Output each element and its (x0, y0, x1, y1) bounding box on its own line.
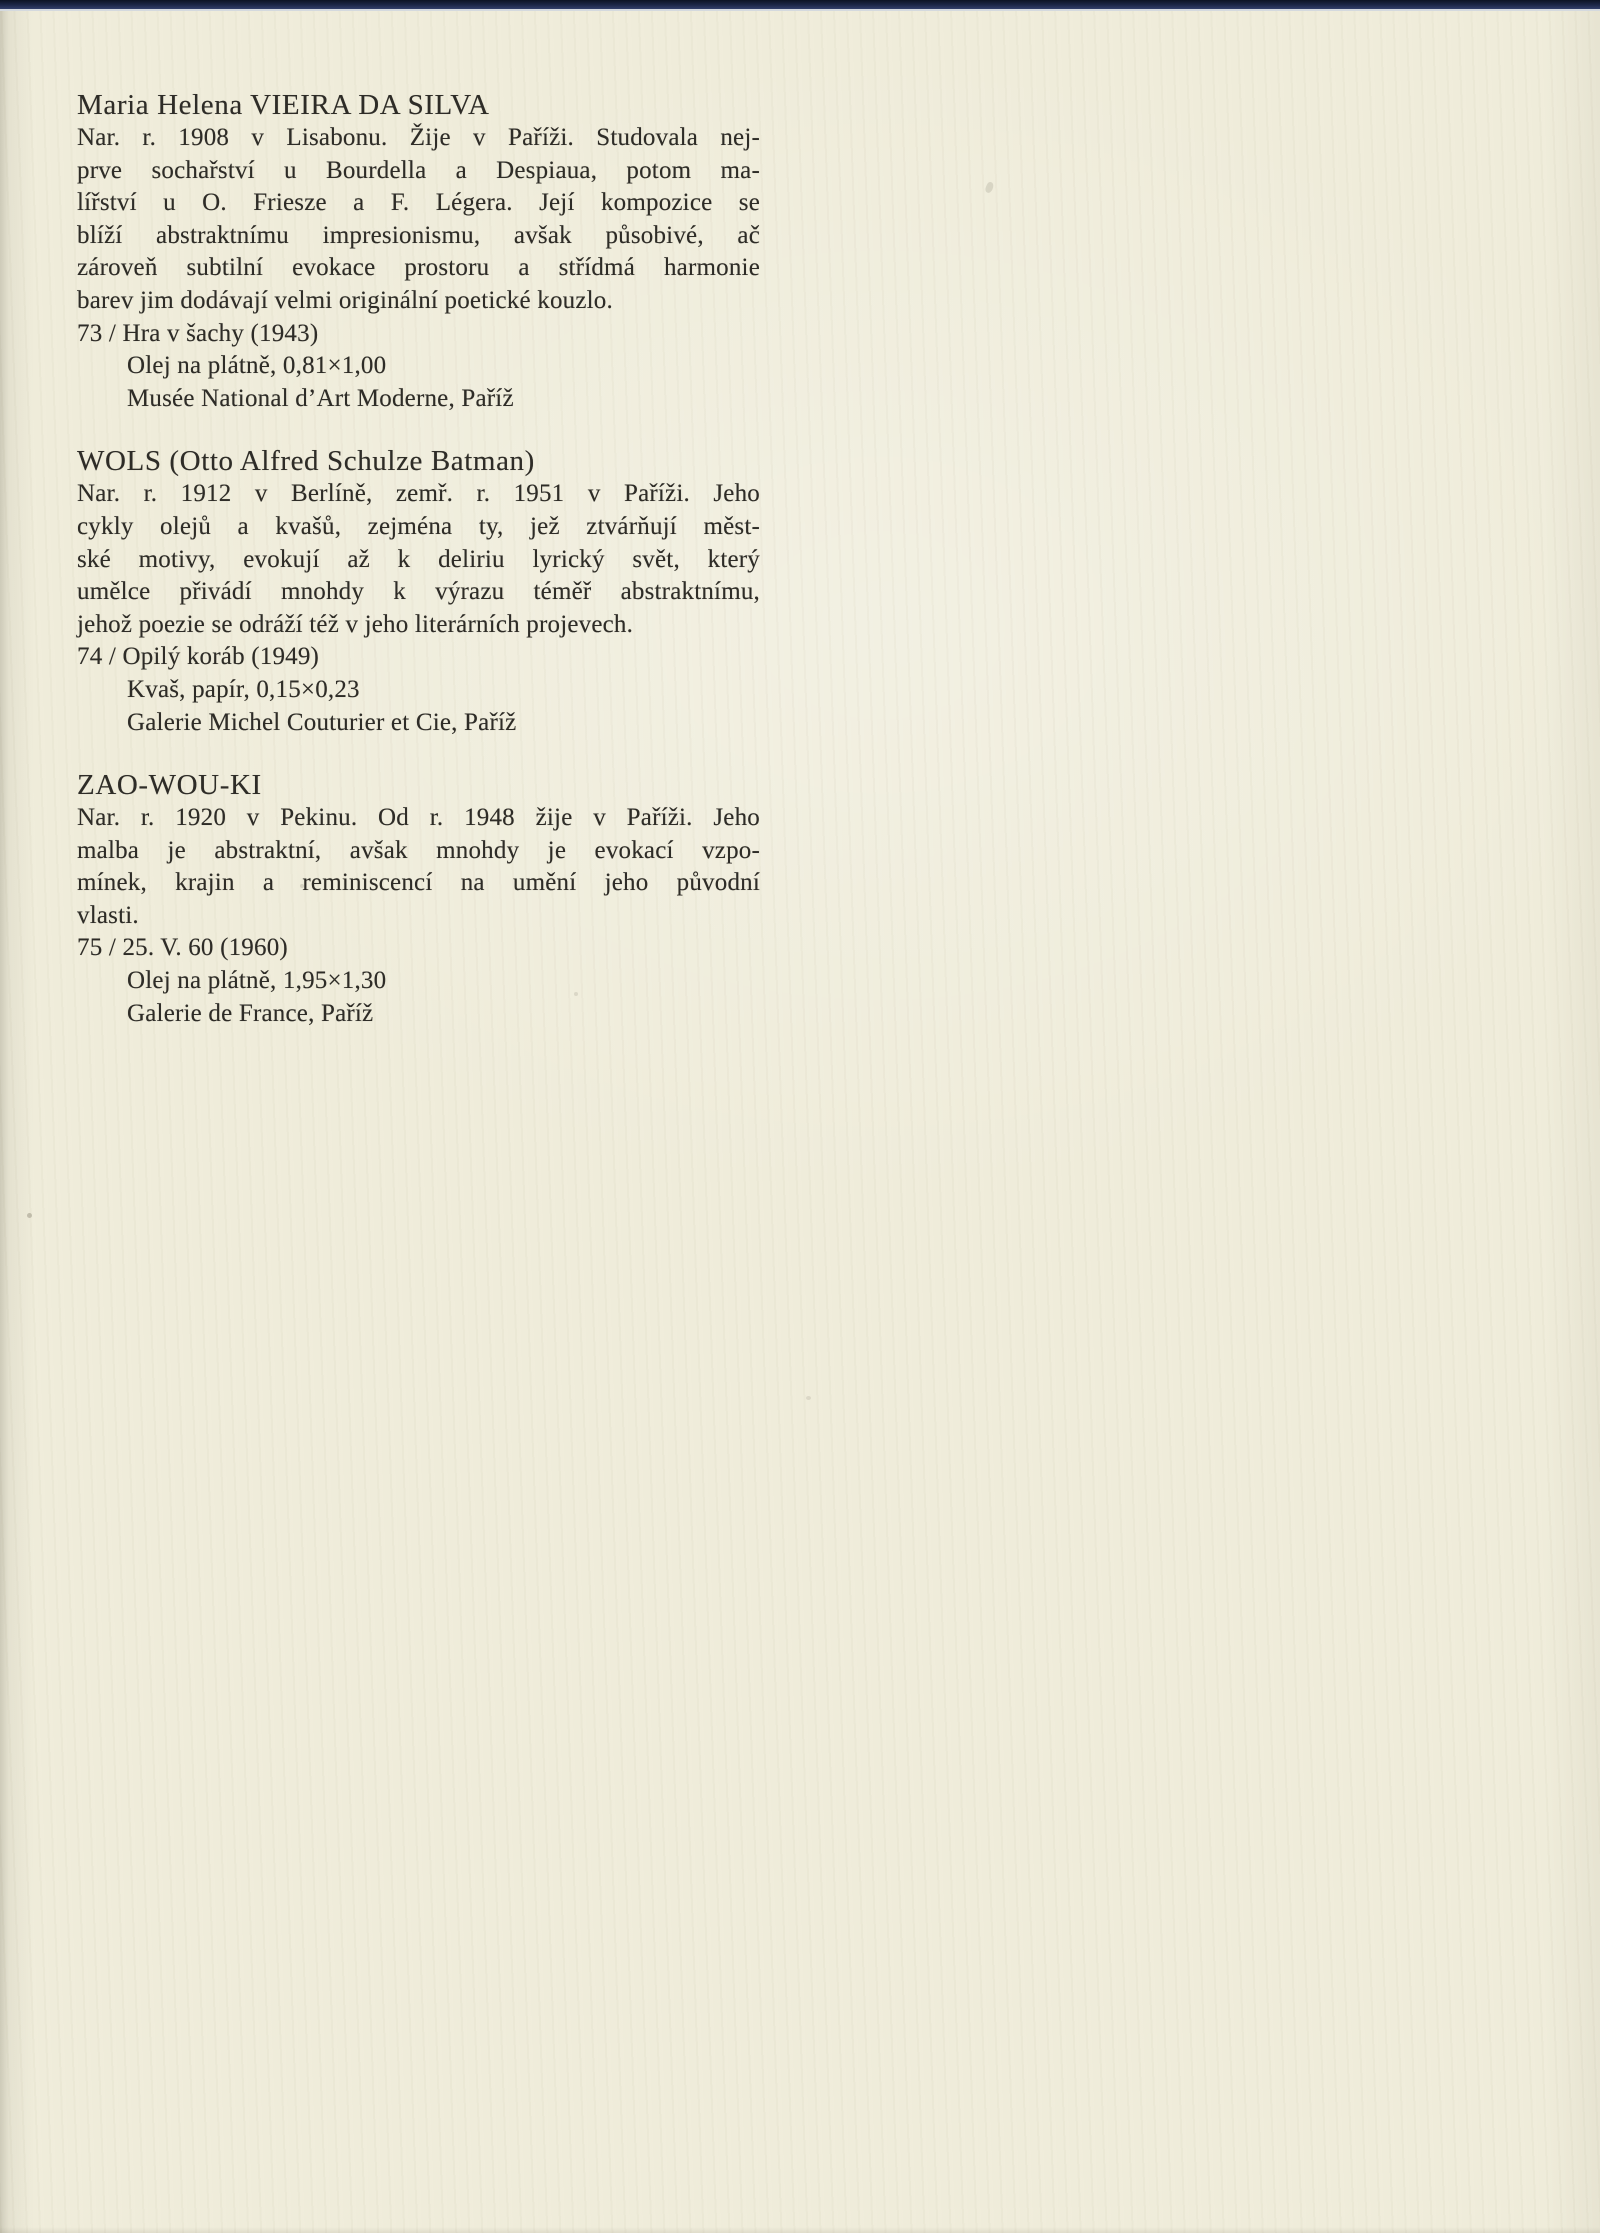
medium-line: Olej na plátně, 1,95×1,30 (127, 967, 387, 995)
bio-line: jehož poezie se odráží též v jeho literárních projevech. (77, 610, 634, 638)
bio-line: Nar. r. 1912 v Berlíně, zemř. r. 1951 v Paříži. Jeho (77, 480, 760, 508)
paper-speck (27, 1213, 32, 1218)
artist-entry-zao-wou-ki (77, 768, 760, 1030)
medium-line: Olej na plátně, 0,81×1,00 (127, 352, 387, 380)
artist-name-heading: ZAO-WOU-KI (77, 769, 262, 802)
bio-line: mínek, krajin a reminiscencí na umění jeho původní (77, 869, 760, 897)
catalog-number-line: 74 / Opilý koráb (1949) (77, 643, 320, 671)
bio-line: Nar. r. 1920 v Pekinu. Od r. 1948 žije v Paříži. Jeho (77, 804, 760, 832)
bio-line: zároveň subtilní evokace prostoru a střídmá harmonie (77, 254, 760, 282)
text-block (77, 88, 760, 1059)
bio-line: cykly olejů a kvašů, zejména ty, jež ztvárňují měst- (77, 512, 760, 540)
collection-line: Galerie Michel Couturier et Cie, Paříž (127, 708, 517, 736)
artist-name-heading: Maria Helena VIEIRA DA SILVA (77, 89, 490, 121)
bio-line: prve sochařství u Bourdella a Despiaua, potom ma- (77, 156, 760, 184)
bio-line: umělce přivádí mnohdy k výrazu téměř abstraktnímu, (77, 578, 760, 606)
bio-line: Nar. r. 1908 v Lisabonu. Žije v Paříži. Studovala nej- (77, 124, 760, 151)
bio-line: barev jim dodávají velmi originální poetické kouzlo. (77, 286, 613, 314)
medium-line: Kvaš, papír, 0,15×0,23 (127, 675, 360, 703)
artist-entry-wols (77, 444, 760, 739)
catalog-number-line: 73 / Hra v šachy (1943) (77, 319, 319, 347)
artist-name-heading: WOLS (Otto Alfred Schulze Batman) (77, 445, 535, 478)
bio-line: vlasti. (77, 901, 139, 929)
collection-line: Musée National d’Art Moderne, Paříž (127, 384, 514, 412)
collection-line: Galerie de France, Paříž (127, 999, 374, 1027)
paper-speck (806, 1396, 811, 1400)
bio-line: lířství u O. Friesze a F. Légera. Její kompozice se (77, 189, 760, 217)
artist-entry-vieira-da-silva (77, 88, 760, 415)
bio-line: ské motivy, evokují až k deliriu lyrický svět, který (77, 545, 760, 573)
catalog-number-line: 75 / 25. V. 60 (1960) (77, 934, 288, 962)
bio-line: blíží abstraktnímu impresionismu, avšak působivé, ač (77, 221, 760, 249)
binding-edge (0, 0, 1600, 11)
bio-line: malba je abstraktní, avšak mnohdy je evokací vzpo- (77, 836, 760, 864)
paper-speck (984, 181, 995, 194)
